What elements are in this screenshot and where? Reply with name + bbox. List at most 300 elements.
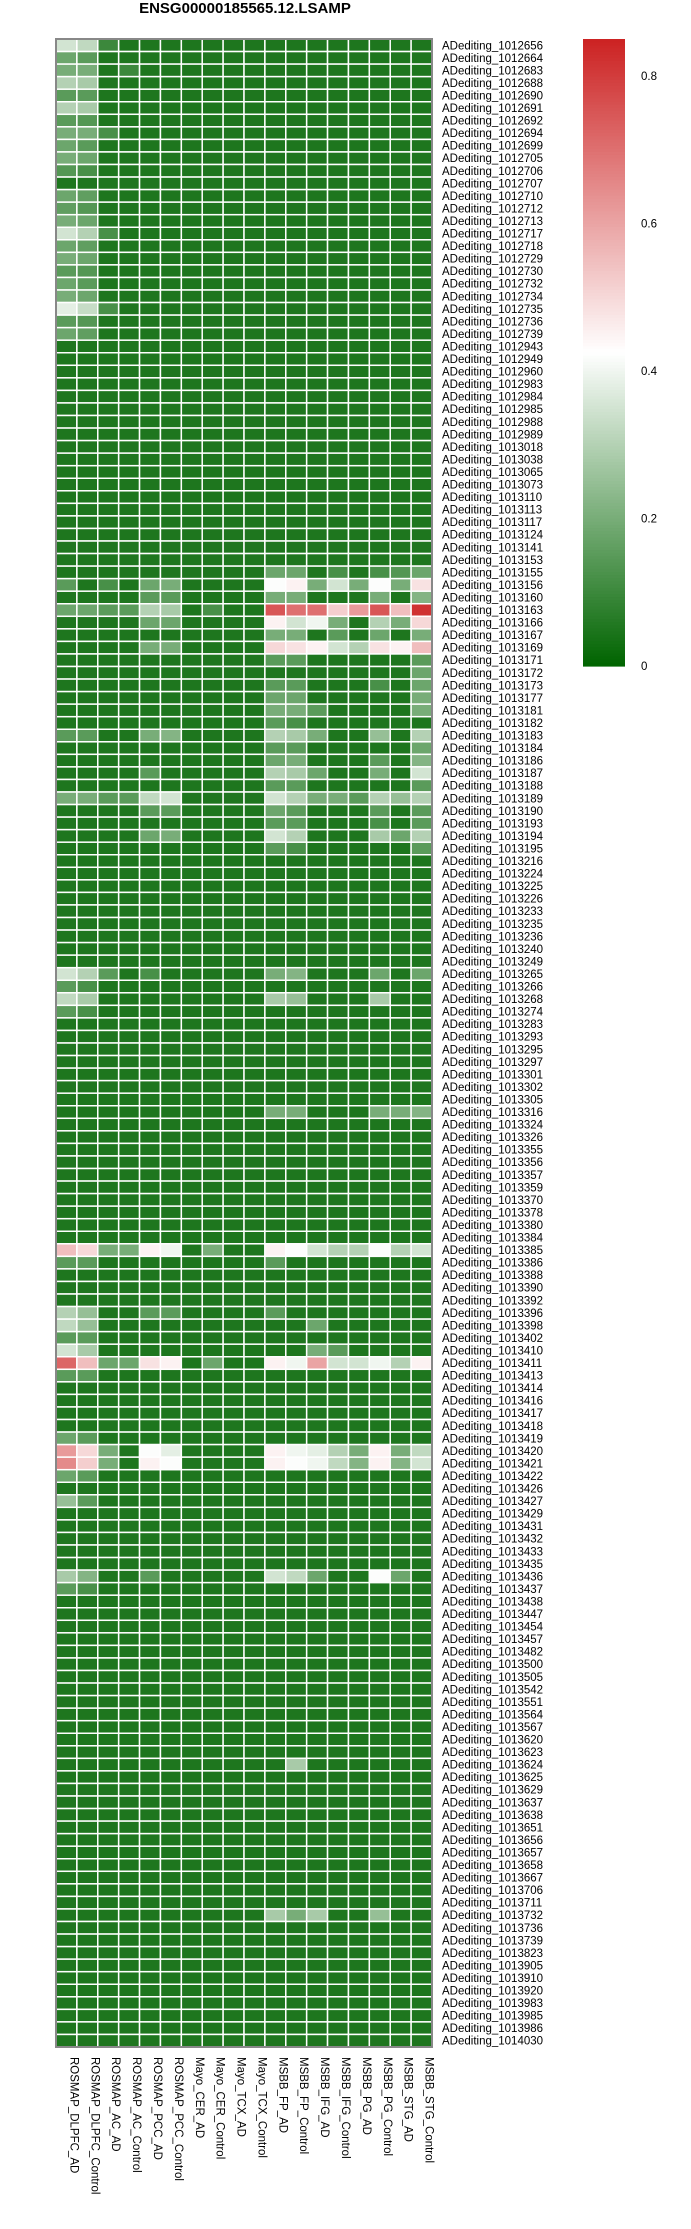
heatmap-cell: [140, 1030, 161, 1043]
heatmap-cell: [411, 39, 432, 52]
heatmap-cell: [390, 679, 411, 692]
heatmap-cell: [140, 1143, 161, 1156]
heatmap-cell: [348, 1495, 369, 1508]
row-label: ADediting_1013124: [442, 529, 544, 542]
heatmap-cell: [56, 1030, 77, 1043]
heatmap-cell: [307, 604, 328, 617]
heatmap-cell: [244, 1846, 265, 1859]
heatmap-cell: [160, 1658, 181, 1671]
heatmap-cell: [286, 1256, 307, 1269]
heatmap-cell: [244, 378, 265, 391]
heatmap-cell: [307, 127, 328, 140]
heatmap-cell: [223, 441, 244, 454]
heatmap-cell: [411, 1482, 432, 1495]
heatmap-cell: [390, 554, 411, 567]
heatmap-cell: [244, 616, 265, 629]
heatmap-cell: [98, 165, 119, 178]
heatmap-cell: [119, 1030, 140, 1043]
heatmap-cell: [348, 328, 369, 341]
heatmap-cell: [202, 453, 223, 466]
heatmap-cell: [369, 1068, 390, 1081]
heatmap-cell: [119, 453, 140, 466]
heatmap-cell: [411, 604, 432, 617]
heatmap-cell: [98, 692, 119, 705]
heatmap-cell: [77, 867, 98, 880]
heatmap-cell: [390, 541, 411, 554]
heatmap-cell: [56, 692, 77, 705]
heatmap-cell: [286, 943, 307, 956]
heatmap-cell: [328, 679, 349, 692]
row-label: ADediting_1012712: [442, 203, 544, 216]
heatmap-cell: [119, 1131, 140, 1144]
heatmap-cell: [244, 1771, 265, 1784]
heatmap-cell: [286, 579, 307, 592]
heatmap-cell: [223, 1558, 244, 1571]
heatmap-cell: [56, 679, 77, 692]
heatmap-cell: [223, 1570, 244, 1583]
heatmap-cell: [77, 1143, 98, 1156]
heatmap-cell: [98, 1030, 119, 1043]
heatmap-cell: [411, 1608, 432, 1621]
heatmap-cell: [181, 1809, 202, 1822]
heatmap-cell: [286, 1683, 307, 1696]
heatmap-cell: [160, 340, 181, 353]
heatmap-cell: [202, 1332, 223, 1345]
heatmap-cell: [244, 1532, 265, 1545]
heatmap-cell: [98, 1081, 119, 1094]
heatmap-cell: [286, 1369, 307, 1382]
heatmap-cell: [98, 930, 119, 943]
column-label: Mayo_TCX_Control: [255, 2057, 268, 2158]
heatmap-cell: [140, 1294, 161, 1307]
heatmap-cell: [411, 1018, 432, 1031]
heatmap-cell: [140, 1746, 161, 1759]
heatmap-cell: [307, 516, 328, 529]
heatmap-cell: [348, 114, 369, 127]
heatmap-cell: [348, 1307, 369, 1320]
heatmap-cell: [56, 1532, 77, 1545]
heatmap-cell: [286, 428, 307, 441]
column-label: Mayo_CER_Control: [213, 2057, 226, 2160]
heatmap-cell: [328, 591, 349, 604]
heatmap-cell: [56, 165, 77, 178]
heatmap-cell: [369, 328, 390, 341]
heatmap-cell: [307, 1846, 328, 1859]
row-label: ADediting_1013153: [442, 554, 544, 567]
row-label: ADediting_1013638: [442, 1809, 544, 1822]
heatmap-cell: [140, 215, 161, 228]
heatmap-cell: [181, 1156, 202, 1169]
heatmap-cell: [307, 1030, 328, 1043]
heatmap-cell: [119, 390, 140, 403]
heatmap-cell: [307, 1131, 328, 1144]
heatmap-cell: [307, 77, 328, 90]
heatmap-cell: [56, 1884, 77, 1897]
heatmap-cell: [390, 64, 411, 77]
heatmap-cell: [181, 754, 202, 767]
heatmap-cell: [140, 943, 161, 956]
heatmap-cell: [369, 177, 390, 190]
heatmap-cell: [119, 1445, 140, 1458]
heatmap-cell: [98, 177, 119, 190]
heatmap-cell: [348, 1043, 369, 1056]
heatmap-cell: [140, 1482, 161, 1495]
heatmap-cell: [223, 1081, 244, 1094]
heatmap-cell: [244, 1834, 265, 1847]
heatmap-cell: [98, 416, 119, 429]
heatmap-cell: [265, 190, 286, 203]
row-label: ADediting_1013732: [442, 1910, 544, 1923]
heatmap-cell: [244, 554, 265, 567]
heatmap-cell: [140, 805, 161, 818]
heatmap-cell: [202, 1507, 223, 1520]
row-label: ADediting_1013823: [442, 1947, 544, 1960]
row-label: ADediting_1013500: [442, 1659, 544, 1672]
heatmap-cell: [244, 303, 265, 316]
heatmap-cell: [328, 1633, 349, 1646]
heatmap-cell: [307, 152, 328, 165]
heatmap-cell: [265, 1997, 286, 2010]
heatmap-cell: [369, 1683, 390, 1696]
heatmap-cell: [328, 165, 349, 178]
heatmap-cell: [348, 1721, 369, 1734]
heatmap-cell: [348, 1005, 369, 1018]
row-label: ADediting_1013378: [442, 1207, 544, 1220]
heatmap-cell: [348, 566, 369, 579]
heatmap-cell: [411, 64, 432, 77]
heatmap-cell: [265, 265, 286, 278]
heatmap-cell: [77, 428, 98, 441]
heatmap-cell: [390, 1018, 411, 1031]
heatmap-cell: [328, 190, 349, 203]
heatmap-cell: [265, 1432, 286, 1445]
row-label: ADediting_1013073: [442, 479, 544, 492]
heatmap-cell: [181, 1369, 202, 1382]
heatmap-cell: [140, 717, 161, 730]
heatmap-cell: [181, 1319, 202, 1332]
heatmap-cell: [140, 114, 161, 127]
heatmap-cell: [56, 1896, 77, 1909]
heatmap-cell: [202, 579, 223, 592]
heatmap-cell: [265, 227, 286, 240]
heatmap-cell: [265, 390, 286, 403]
heatmap-cell: [286, 1131, 307, 1144]
heatmap-cell: [56, 428, 77, 441]
heatmap-cell: [202, 905, 223, 918]
heatmap-cell: [369, 930, 390, 943]
heatmap-cell: [411, 1834, 432, 1847]
row-label: ADediting_1013398: [442, 1320, 544, 1333]
heatmap-cell: [390, 1294, 411, 1307]
heatmap-cell: [328, 1407, 349, 1420]
heatmap-cell: [369, 1846, 390, 1859]
heatmap-cell: [181, 930, 202, 943]
heatmap-cell: [307, 1194, 328, 1207]
heatmap-cell: [369, 1859, 390, 1872]
heatmap-cell: [56, 1106, 77, 1119]
row-label: ADediting_1013920: [442, 1985, 544, 1998]
heatmap-cell: [411, 1972, 432, 1985]
heatmap-cell: [77, 892, 98, 905]
heatmap-cell: [160, 1922, 181, 1935]
heatmap-cell: [348, 1771, 369, 1784]
heatmap-cell: [390, 416, 411, 429]
heatmap-cell: [286, 190, 307, 203]
heatmap-cell: [223, 64, 244, 77]
heatmap-cell: [223, 1382, 244, 1395]
heatmap-cell: [56, 1834, 77, 1847]
heatmap-cell: [119, 1608, 140, 1621]
row-label: ADediting_1013411: [442, 1358, 543, 1371]
heatmap-cell: [286, 1520, 307, 1533]
heatmap-cell: [119, 1633, 140, 1646]
heatmap-cell: [328, 1332, 349, 1345]
heatmap-cell: [348, 528, 369, 541]
heatmap-cell: [160, 290, 181, 303]
heatmap-cell: [307, 1507, 328, 1520]
heatmap-cell: [286, 177, 307, 190]
heatmap-cell: [223, 1357, 244, 1370]
heatmap-cell: [390, 980, 411, 993]
heatmap-cell: [307, 1758, 328, 1771]
heatmap-cell: [119, 491, 140, 504]
heatmap-cell: [390, 993, 411, 1006]
heatmap-cell: [244, 641, 265, 654]
heatmap-cell: [223, 855, 244, 868]
heatmap-cell: [223, 1407, 244, 1420]
heatmap-cell: [56, 102, 77, 115]
heatmap-cell: [56, 303, 77, 316]
heatmap-cell: [348, 1143, 369, 1156]
heatmap-cell: [286, 1633, 307, 1646]
heatmap-cell: [140, 667, 161, 680]
heatmap-cell: [328, 39, 349, 52]
heatmap-cell: [411, 566, 432, 579]
heatmap-cell: [348, 1482, 369, 1495]
heatmap-cell: [411, 190, 432, 203]
heatmap-cell: [202, 303, 223, 316]
heatmap-cell: [181, 77, 202, 90]
heatmap-cell: [328, 2022, 349, 2035]
heatmap-cell: [119, 1219, 140, 1232]
heatmap-cell: [390, 1570, 411, 1583]
heatmap-cell: [160, 805, 181, 818]
heatmap-cell: [202, 1645, 223, 1658]
heatmap-cell: [348, 1194, 369, 1207]
heatmap-cell: [223, 1783, 244, 1796]
heatmap-cell: [369, 2009, 390, 2022]
row-label: ADediting_1013194: [442, 830, 544, 843]
row-label: ADediting_1013018: [442, 441, 544, 454]
row-label: ADediting_1012736: [442, 316, 544, 329]
heatmap-cell: [369, 453, 390, 466]
heatmap-cell: [181, 1005, 202, 1018]
heatmap-cell: [348, 641, 369, 654]
heatmap-cell: [244, 692, 265, 705]
heatmap-cell: [369, 1005, 390, 1018]
heatmap-cell: [265, 955, 286, 968]
heatmap-cell: [411, 1118, 432, 1131]
heatmap-cell: [77, 1947, 98, 1960]
heatmap-cell: [244, 265, 265, 278]
heatmap-cell: [265, 679, 286, 692]
heatmap-cell: [286, 252, 307, 265]
heatmap-cell: [390, 1809, 411, 1822]
heatmap-cell: [119, 1407, 140, 1420]
heatmap-cell: [348, 1595, 369, 1608]
heatmap-cell: [98, 1884, 119, 1897]
heatmap-cell: [244, 993, 265, 1006]
heatmap-cell: [140, 1733, 161, 1746]
heatmap-cell: [265, 1307, 286, 1320]
heatmap-cell: [223, 1834, 244, 1847]
heatmap-cell: [56, 629, 77, 642]
heatmap-cell: [160, 1608, 181, 1621]
heatmap-cell: [77, 566, 98, 579]
heatmap-cell: [181, 1470, 202, 1483]
heatmap-cell: [202, 1758, 223, 1771]
heatmap-cell: [56, 566, 77, 579]
heatmap-cell: [98, 1018, 119, 1031]
heatmap-cell: [223, 1156, 244, 1169]
heatmap-cell: [390, 52, 411, 65]
heatmap-cell: [119, 742, 140, 755]
column-label: ROSMAP_AC_AD: [109, 2057, 122, 2152]
heatmap-cell: [411, 114, 432, 127]
heatmap-cell: [181, 1030, 202, 1043]
heatmap-cell: [411, 1796, 432, 1809]
heatmap-cell: [265, 805, 286, 818]
heatmap-cell: [390, 729, 411, 742]
heatmap-cell: [160, 1156, 181, 1169]
heatmap-cell: [119, 667, 140, 680]
colorbar-tick-label: 0.8: [641, 70, 657, 83]
heatmap-cell: [181, 114, 202, 127]
heatmap-cell: [223, 1219, 244, 1232]
heatmap-cell: [369, 2034, 390, 2047]
heatmap-cell: [140, 89, 161, 102]
heatmap-cell: [244, 1194, 265, 1207]
heatmap-cell: [140, 1507, 161, 1520]
heatmap-cell: [244, 880, 265, 893]
heatmap-cell: [56, 930, 77, 943]
heatmap-cell: [265, 1859, 286, 1872]
heatmap-cell: [223, 1708, 244, 1721]
heatmap-cell: [328, 1708, 349, 1721]
heatmap-cell: [265, 102, 286, 115]
heatmap-cell: [328, 1382, 349, 1395]
heatmap-cell: [348, 1608, 369, 1621]
heatmap-cell: [77, 1219, 98, 1232]
heatmap-cell: [140, 1081, 161, 1094]
heatmap-cell: [411, 779, 432, 792]
heatmap-cell: [119, 980, 140, 993]
heatmap-cell: [390, 202, 411, 215]
heatmap-cell: [77, 1783, 98, 1796]
heatmap-cell: [98, 2009, 119, 2022]
row-label: ADediting_1013454: [442, 1621, 544, 1634]
heatmap-cell: [98, 1407, 119, 1420]
heatmap-cell: [56, 1394, 77, 1407]
heatmap-cell: [265, 1131, 286, 1144]
heatmap-cell: [265, 667, 286, 680]
heatmap-cell: [56, 830, 77, 843]
heatmap-cell: [328, 641, 349, 654]
heatmap-cell: [181, 1244, 202, 1257]
heatmap-cell: [98, 1984, 119, 1997]
heatmap-cell: [307, 1357, 328, 1370]
row-label: ADediting_1013620: [442, 1734, 544, 1747]
heatmap-cell: [56, 1545, 77, 1558]
heatmap-cell: [77, 1871, 98, 1884]
heatmap-cell: [369, 792, 390, 805]
heatmap-cell: [369, 1219, 390, 1232]
heatmap-cell: [202, 277, 223, 290]
heatmap-cell: [390, 943, 411, 956]
heatmap-cell: [265, 1683, 286, 1696]
row-label: ADediting_1013437: [442, 1583, 544, 1596]
heatmap-cell: [119, 240, 140, 253]
heatmap-cell: [307, 1821, 328, 1834]
heatmap-cell: [265, 1344, 286, 1357]
heatmap-cell: [244, 1633, 265, 1646]
heatmap-cell: [307, 491, 328, 504]
heatmap-cell: [223, 1118, 244, 1131]
heatmap-cell: [348, 453, 369, 466]
heatmap-cell: [160, 453, 181, 466]
heatmap-cell: [181, 1131, 202, 1144]
heatmap-cell: [181, 390, 202, 403]
row-label: ADediting_1012694: [442, 128, 544, 141]
heatmap-cell: [98, 466, 119, 479]
heatmap-cell: [98, 1143, 119, 1156]
heatmap-cell: [328, 139, 349, 152]
heatmap-cell: [348, 943, 369, 956]
heatmap-cell: [140, 466, 161, 479]
heatmap-cell: [307, 1056, 328, 1069]
heatmap-cell: [411, 127, 432, 140]
row-label: ADediting_1013433: [442, 1546, 544, 1559]
heatmap-cell: [328, 1583, 349, 1596]
heatmap-cell: [369, 591, 390, 604]
heatmap-cell: [265, 1206, 286, 1219]
heatmap-cell: [98, 1809, 119, 1822]
heatmap-cell: [98, 1972, 119, 1985]
heatmap-cell: [202, 1884, 223, 1897]
heatmap-cell: [77, 1608, 98, 1621]
heatmap-cell: [390, 641, 411, 654]
heatmap-cell: [328, 1608, 349, 1621]
heatmap-cell: [223, 1369, 244, 1382]
heatmap-cell: [265, 717, 286, 730]
heatmap-cell: [244, 1620, 265, 1633]
heatmap-cell: [411, 1633, 432, 1646]
heatmap-cell: [223, 127, 244, 140]
heatmap-cell: [328, 1507, 349, 1520]
heatmap-cell: [56, 855, 77, 868]
heatmap-cell: [390, 1394, 411, 1407]
heatmap-cell: [119, 277, 140, 290]
heatmap-cell: [369, 1620, 390, 1633]
heatmap-cell: [160, 114, 181, 127]
heatmap-cell: [77, 1319, 98, 1332]
heatmap-cell: [202, 1947, 223, 1960]
heatmap-cell: [119, 541, 140, 554]
heatmap-cell: [77, 227, 98, 240]
row-label: ADediting_1013195: [442, 843, 544, 856]
heatmap-cell: [307, 441, 328, 454]
heatmap-cell: [307, 340, 328, 353]
